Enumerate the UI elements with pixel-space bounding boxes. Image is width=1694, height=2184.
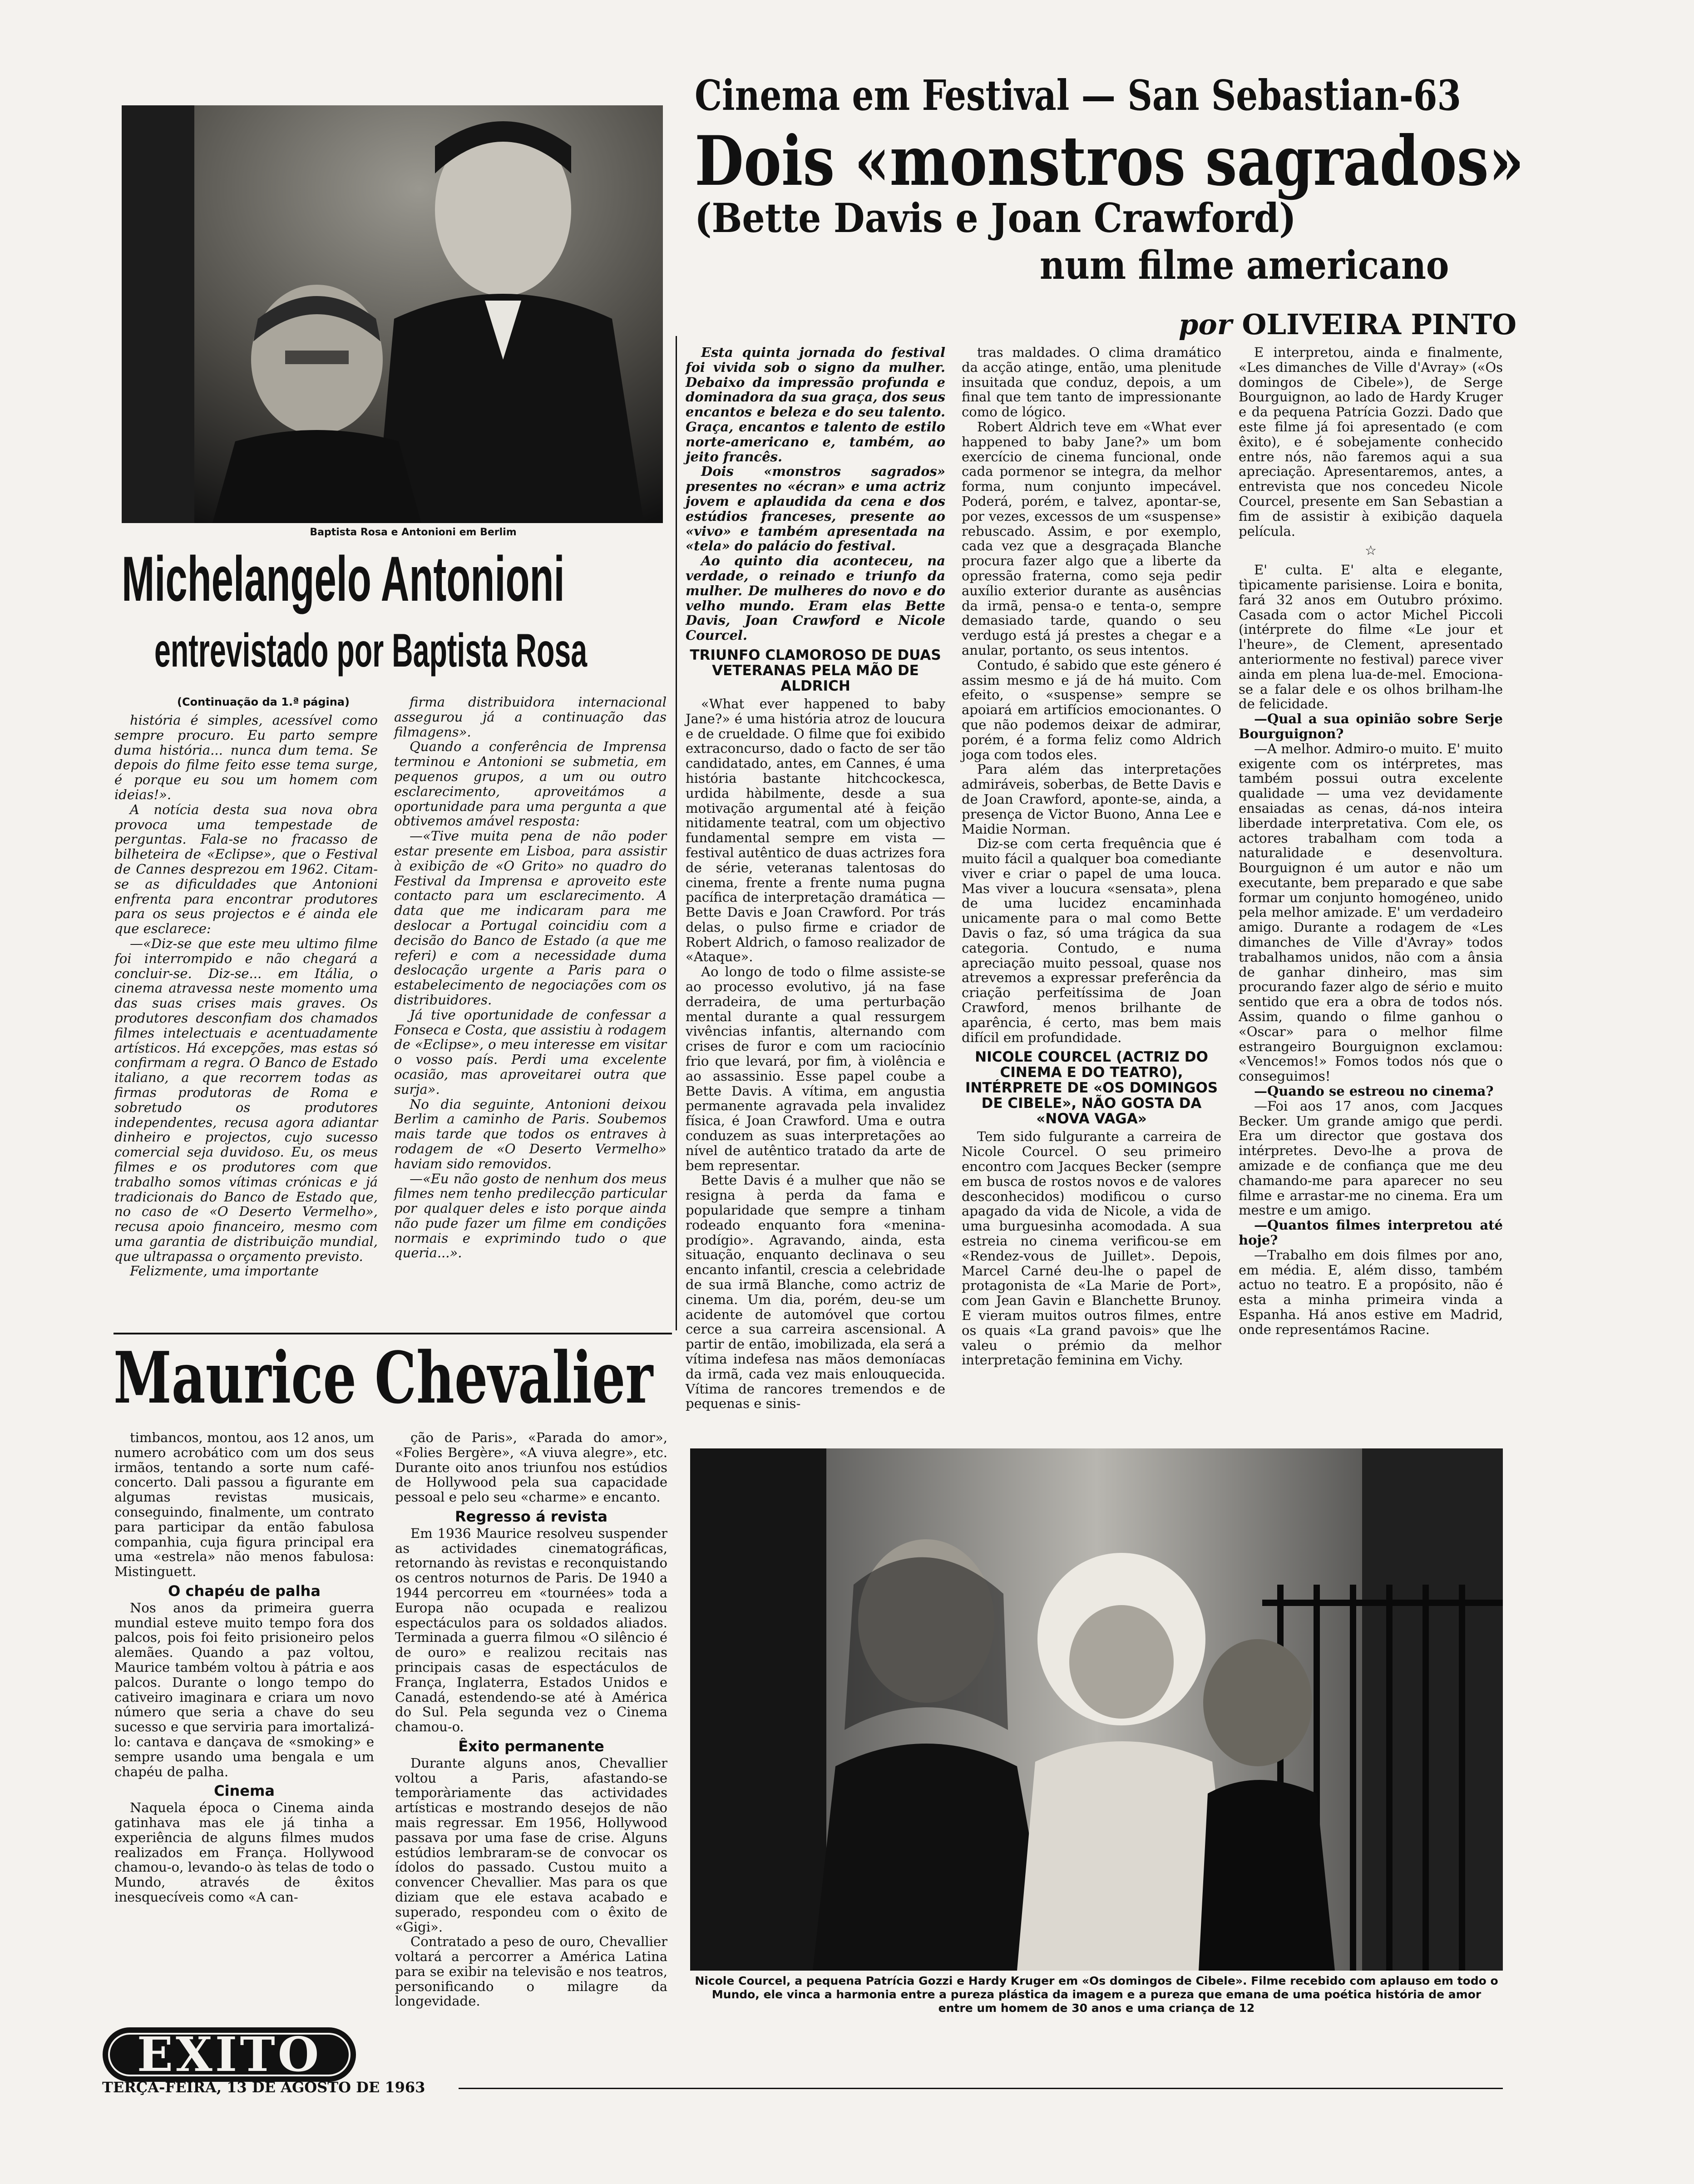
cinema-kicker-wrap xyxy=(695,68,1512,127)
photo-antonioni-berlin xyxy=(122,105,663,523)
antonioni-c1-p2: A notícia desta sua nova obra provoca uma tempestade de perguntas. Fala-se no fracasso de bilheteira de «Eclipse», que o Festival de Cannes desprezou em 1962. Citam-se as dificuldades que Antonioni enfrenta para encontrar produtores para os seus projectos e é ainda ele que esclarece: xyxy=(114,801,378,937)
photo-cibele-caption: Nicole Courcel, a pequena Patrícia Gozzi e Hardy Kruger em «Os domingos de Cibele». Filme recebido com aplauso em todo o Mundo, ele vinca a harmonia entre a pureza plástica da imagem e a pureza que emana de uma poética história de amor entre um homem de 30 anos e uma criança de 12 xyxy=(695,1974,1498,2015)
cinema-c2-p4: Para além das interpretações admiráveis, soberbas, de Bette Davis e de Joan Crawford, aponte-se, ainda, a presença de Victor Buono, Anna Lee e Maidie Norman. xyxy=(962,761,1221,837)
cinema-c3-a3: —Trabalho em dois filmes por ano, em média. E, além disso, também actuo no teatro. E a propósito, não é esta a minha primeira vinda a Espanha. Há anos estive em Madrid, onde representámos Racine. xyxy=(1239,1247,1503,1337)
cinema-title: Dois «monstros sagrados» xyxy=(695,121,1524,201)
cinema-c2-p1: tras maldades. O clima dramático da acção atinge, então, uma plenitude insuitada que conduz, depois, a um final que tem tanto de impressionante como de lógico. xyxy=(962,345,1221,420)
antonioni-c2-p5: No dia seguinte, Antonioni deixou Berlim a caminho de Paris. Soubemos mais tarde que todos os entraves à rodagem de «O Deserto Vermelho» haviam sido removidos. xyxy=(394,1096,667,1171)
cinema-intro xyxy=(686,345,945,643)
chevalier-c1-p1: timbancos, montou, aos 12 anos, um numero acrobático com um dos seus irmãos, tentando a sorte num café-concerto. Dali passou a figurante em algumas revistas musicais, conseguindo, finalmente, um contrato para participar da então fabulosa companhia, cuja figura principal era uma «estrela» não menos fabulosa: Mistinguett. xyxy=(114,1430,374,1580)
cinema-c1-p3: Bette Davis é a mulher que não se resigna à perda da fama e popularidade que sempre a tinham rodeado enquanto fora «menina-prodígio». Agravando, ainda, esta situação, enquanto declinava o seu encanto infantil, crescia a celebridade de sua irmã Blanche, como actriz de cinema. Um dia, porém, deu-se um acidente de automóvel que cortou cerce a sua carreira ascensional. A partir de então, imobilizada, ela será a vítima indefesa nas mãos demoníacas da irmã, cada vez mais enlouquecida. Vítima de rancores tremendos e de pequenas e sinis- xyxy=(686,1172,945,1412)
footer-date: TERÇA-FEIRA, 13 DE AGOSTO DE 1963 xyxy=(102,2079,425,2096)
exito-logo xyxy=(100,2023,359,2086)
antonioni-headline: Michelangelo Antonioni xyxy=(122,543,565,614)
cinema-c3-a1: —A melhor. Admiro-o muito. E' muito exigente com os intérpretes, mas também possui outra excelente qualidade — uma vez devidamente ensaiadas as cenas, dá-nos inteira liberdade interpretativa. Com ele, os actores trabalham com toda a naturalidade e desenvoltura. Bourguignon é um autor e não um executante, bem preparado e que sabe formar um conjunto homogéneo, unido pela melhor amizade. E' um verdadeiro amigo. Durante a rodagem de «Les dimanches de Ville d'Avray» todos trabalhamos unidos, não com a ânsia de ganhar dinheiro, mas sim procurando fazer algo de sério e muito sentido que era a obra de todos nós. Assim, quando o filme ganhou o «Oscar» para o melhor filme estrangeiro Bourguignon exclamou: «Vencemos!» Fomos todos nós que o conseguimos! xyxy=(1239,741,1503,1084)
cinema-subtitle2-wrap xyxy=(1040,243,1526,293)
photo-domingos-cibele xyxy=(690,1448,1503,1971)
byline-por: por xyxy=(1179,308,1232,341)
cinema-byline xyxy=(1162,308,1516,341)
antonioni-continuation: (Continuação da 1.ª página) xyxy=(177,696,350,708)
antonioni-c2-p1: firma distribuidora internacional assegurou já a continuação das filmagens». xyxy=(394,694,667,740)
photo-antonioni-image xyxy=(122,105,663,523)
chevalier-subhead-cinema: Cinema xyxy=(214,1782,275,1800)
cinema-subtitle-wrap xyxy=(695,195,1367,245)
chevalier-c1-p3: Naquela época o Cinema ainda gatinhava mas ele já tinha a experiência de alguns filmes mudos realizados em França. Hollywood chamou-o, levando-o às telas de todo o Mundo, através de êxitos inesquecíveis como «A can- xyxy=(114,1800,374,1905)
chevalier-headline-wrap xyxy=(114,1336,672,1430)
cinema-intro-p2: Dois «monstros sagrados» presentes no «écran» e uma actriz jovem e aplaudida da cena e dos estúdios franceses, presente ao «vivo» e também apresentada na «tela» do palácio do festival. xyxy=(686,464,945,554)
chevalier-subhead-chapeu: O chapéu de palha xyxy=(168,1582,321,1600)
cinema-title-wrap xyxy=(695,121,1524,204)
cinema-subhead-triunfo: TRIUNFO CLAMOROSO DE DUAS VETERANAS PELA MÃO DE ALDRICH xyxy=(690,647,941,694)
antonioni-c1-p1: história é simples, acessível como sempre procuro. Eu parto sempre duma história... nunca dum tema. Se depois do filme feito esse tema surge, é porque eu sou um homem com ideias!». xyxy=(114,712,378,802)
cinema-subtitle2: num filme americano xyxy=(1040,242,1449,288)
cinema-c3-q3: —Quantos filmes interpretou até hoje? xyxy=(1239,1217,1503,1248)
cinema-subtitle: (Bette Davis e Joan Crawford) xyxy=(695,194,1296,242)
cinema-c2-p3: Contudo, é sabido que este género é assim mesmo e já de há muito. Com efeito, o «suspense» sempre se apoiará em artifícios emocionantes. O que não podemos deixar de admirar, porém, é a forma feliz como Aldrich joga com todos eles. xyxy=(962,657,1221,762)
cinema-column-3 xyxy=(1239,345,1503,1337)
cinema-c3-p1: E interpretou, ainda e finalmente, «Les dimanches de Ville d'Avray» («Os domingos de Cibele»), de Serge Bourguignon, ao lado de Hardy Kruger e da pequena Patrícia Gozzi. Dado que este filme já foi apresentado (e com êxito), e é sobejamente conhecido entre nós, não faremos aqui a sua apreciação. Apresentaremos, antes, a entrevista que nos concedeu Nicole Courcel, presente em San Sebastian a fim de assistir à exibição daquela película. xyxy=(1239,345,1503,539)
chevalier-subhead-regresso: Regresso á revista xyxy=(455,1507,607,1525)
cinema-c2-p5: Diz-se com certa frequência que é muito fácil a qualquer boa comediante viver e criar o papel de uma louca. Mas viver a loucura «sensata», plena de uma lucidez encaminhada unicamente para o mal como Bette Davis o faz, só uma trágica da sua categoria. Contudo, e numa apreciação muito pessoal, quase nos atrevemos a expressar preferência da criação perfeitíssima de Joan Crawford, menos brilhante de aparência, é certo, mas bem mais difícil em profundidade. xyxy=(962,836,1221,1045)
antonioni-c1-p4: Felizmente, uma importante xyxy=(130,1263,319,1279)
cinema-c2-p2: Robert Aldrich teve em «What ever happened to baby Jane?» um bom exercício de cinema funcional, onde cada pormenor se integra, da melhor forma, num conjunto impecável. Poderá, porém, e talvez, apontar-se, por vezes, excessos de um «suspense» rebuscado. Assim, e por exemplo, cada vez que a desgraçada Blanche procura fazer algo que a liberte da opressão fraterna, como seja pedir auxílio exterior durante as ausências da irmã, pensa-o e tenta-o, sempre demasiado tarde, quando o seu verdugo está já prestes a chegar e a anular, portanto, os seus intentos. xyxy=(962,419,1221,658)
antonioni-column-1 xyxy=(114,713,378,1326)
cinema-c1-p2: Ao longo de todo o filme assiste-se ao processo evolutivo, já na fase derradeira, de uma perturbação mental durante a qual ressurgem vivências infantis, alternando com crises de furor e com um raciocínio frio que levará, por fim, à violência e ao assassinio. Esse papel coube a Bette Davis. A vítima, em angustia permanente agravada pela invalidez física, é Joan Crawford. Uma e outra conduzem as suas interpretações ao nível de autêntico tratado da arte de bem representar. xyxy=(686,964,945,1173)
antonioni-subhead-wrap xyxy=(154,624,667,679)
chevalier-c2-p4: Contratado a peso de ouro, Chevallier voltará a percorrer a América Latina para se exibir na televisão e nos teatros, personificando o milagre da longevidade. xyxy=(395,1934,667,2009)
antonioni-c2-p6: —«Eu não gosto de nenhum dos meus filmes nem tenho predilecção particular por qualquer deles e isto porque ainda não pude fazer um filme em condições normais e exprimindo tudo o que queria...». xyxy=(394,1171,667,1261)
cinema-c1-p1: «What ever happened to baby Jane?» é uma história atroz de loucura e de crueldade. O filme que foi exibido extraconcurso, dado o facto de ser tão candidatado, antes, em Cannes, é uma história bastante hitchcockesca, urdida hàbilmente, desde a sua motivação argumental até à feição nitidamente teatral, com um objectivo fundamental sempre em vista — festival autêntico de duas actrizes fora de série, veteranas talentosas do cinema, frente a frente numa pugna pacífica de interpretação dramática — Bette Davis e Joan Crawford. Por trás delas, o pulso firme e criador de Robert Aldrich, o famoso realizador de «Ataque». xyxy=(686,696,945,965)
chevalier-column-1 xyxy=(114,1430,374,2016)
footer-rule xyxy=(459,2088,1503,2089)
chevalier-c1-p2: Nos anos da primeira guerra mundial esteve muito tempo fora dos palcos, pois foi feito prisioneiro pelos alemães. Quando a paz voltou, Maurice também voltou à pátria e aos palcos. Durante o longo tempo do cativeiro imaginara e criara um novo número que seria a chave do seu sucesso e que serviria para imortalizá-lo: cantava e dançava de «smoking» e sempre usando uma bengala e um chapéu de palha. xyxy=(114,1600,374,1779)
antonioni-column-2 xyxy=(394,695,667,1326)
chevalier-headline: Maurice Chevalier xyxy=(114,1336,653,1419)
chevalier-column-2 xyxy=(395,1430,667,2184)
photo-antonioni-caption: Baptista Rosa e Antonioni em Berlim xyxy=(310,527,517,538)
cinema-c3-q1: —Qual a sua opinião sobre Serje Bourguignon? xyxy=(1239,711,1503,741)
antonioni-c2-p2: Quando a conferência de Imprensa terminou e Antonioni se submetia, em pequenos grupos, a um ou outro esclarecimento, aproveitámos a oportunidade para uma pergunta a que obtivemos amável resposta: xyxy=(394,739,667,829)
cinema-c3-a2: —Foi aos 17 anos, com Jacques Becker. Um grande amigo que perdi. Era um director que gostava dos intérpretes. Devo-lhe a prova de amizade e de confiança que me deu chamando-me para aparecer no seu filme e arrastar-me no cinema. Era um mestre e um amigo. xyxy=(1239,1098,1503,1218)
cinema-subhead-nicole: NICOLE COURCEL (ACTRIZ DO CINEMA E DO TEATRO), INTÉRPRETE DE «OS DOMINGOS DE CIBELE», NÃO GOSTA DA «NOVA VAGA» xyxy=(965,1049,1218,1127)
antonioni-c1-p3: —«Diz-se que este meu ultimo filme foi interrompido e não chegará a concluir-se. Diz-se... em Itália, o cinema atravessa neste momento uma das suas crises mais graves. Os produtores desconfiam dos chamados filmes intelectuais e acentuadamente artísticos. Há excepções, mas estas só confirmam a regra. O Banco de Estado italiano, a que recorrem todas as firmas produtoras de Roma e sobretudo os produtores independentes, recusa agora adiantar dinheiro e projectos, cujo sucesso comercial seja duvidoso. Eu, os meus filmes e os produtores com que trabalho somos vítimas crónicas e já tradicionais do Banco de Estado que, no caso de «O Deserto Vermelho», recusa apoio financeiro, mesmo com uma garantia de distribuição mundial, que ultrapassa o orçamento previsto. xyxy=(114,935,378,1264)
chevalier-c2-p2: Em 1936 Maurice resolveu suspender as actividades cinematográficas, retornando às revistas e reconquistando os centros noturnos de Paris. De 1940 a 1944 percorreu em «tournées» toda a Europa não ocupada e realizou espectáculos para os soldados aliados. Terminada a guerra filmou «O silêncio é de ouro» e realizou recitais nas principais casas de espectáculos de França, Inglaterra, Estados Unidos e Canadá, estendendo-se até à América do Sul. Pela segunda vez o Cinema chamou-o. xyxy=(395,1525,667,1735)
antonioni-headline-wrap xyxy=(122,543,667,624)
cinema-intro-p1: Esta quinta jornada do festival foi vivida sob o signo da mulher. Debaixo da impressão profunda e dominadora da sua graça, dos seus encantos e beleza e do seu talento. Graça, encantos e talento de estilo norte-americano e, também, ao jeito francês. xyxy=(686,345,945,464)
antonioni-subhead: entrevistado por Baptista Rosa xyxy=(154,624,588,677)
cinema-c2-p6: Tem sido fulgurante a carreira de Nicole Courcel. O seu primeiro encontro com Jacques Becker (sempre em busca de rostos novos e de valores desconhecidos) modificou o curso apagado da vida de Nicole, a vida de uma burguesinha acomodada. A sua estreia no cinema verificou-se em «Rendez-vous de Juillet». Depois, Marcel Carné deu-lhe o papel de protagonista de «La Marie de Port», com Jean Gavin e Blanchette Brunoy. E vieram muitos outros filmes, entre os quais «La grand pavois» que lhe valeu o prémio da melhor interpretação feminina em Vichy. xyxy=(962,1129,1221,1368)
chevalier-c2-p3: Durante alguns anos, Chevallier voltou a Paris, afastando-se temporàriamente das actividades artísticas e mostrando desejos de não mais regressar. Em 1956, Hollywood passava por uma fase de crise. Alguns estúdios lembraram-se de convocar os ídolos do passado. Custou muito a convencer Chevallier. Mas para os que diziam que ele estava acabado e superado, respondeu com o êxito de «Gigi». xyxy=(395,1755,667,1935)
antonioni-c2-p4: Já tive oportunidade de confessar a Fonseca e Costa, que assistiu à rodagem de «Eclipse», o meu interesse em visitar o vosso país. Perdi uma excelente ocasião, mas aproveitarei outra que surja». xyxy=(394,1007,667,1097)
cinema-c3-q2: —Quando se estreou no cinema? xyxy=(1254,1083,1494,1099)
photo-cibele-image xyxy=(690,1448,1503,1971)
cinema-column-1 xyxy=(686,345,945,1412)
cinema-c3-p2: E' culta. E' alta e elegante, tìpicamente parisiense. Loira e bonita, fará 32 anos em Outubro próximo. Casada com o actor Michel Piccoli (intérprete do filme «Le jour et l'heure», de Clement, apresentado anteriormente no festival) parece viver ainda em plena lua-de-mel. Emociona-se a falar dele e os olhos brilham-lhe de felicidade. xyxy=(1239,562,1503,712)
antonioni-c2-p3: —«Tive muita pena de não poder estar presente em Lisboa, para assistir à exibição de «O Grito» no quadro do Festival da Imprensa e aproveito este contacto para um esclarecimento. A data que me indicaram para me deslocar a Portugal coincidiu com a decisão do Banco de Estado (a que me referi) e com a necessidade duma deslocação urgente a Paris para o estabelecimento de negociações com os distribuidores. xyxy=(394,828,667,1008)
chevalier-c2-p1: ção de Paris», «Parada do amor», «Folies Bergère», «A viuva alegre», etc. Durante oito anos triunfou nos estúdios de Hollywood pela sua capacidade pessoal e pelo seu «charme» e encanto. xyxy=(395,1430,667,1505)
byline-author: OLIVEIRA PINTO xyxy=(1242,308,1516,341)
divider-vertical xyxy=(676,336,677,1330)
cinema-column-2 xyxy=(962,345,1221,1368)
divider-antonioni-chevalier xyxy=(114,1333,672,1334)
exito-logo-text: EXITO xyxy=(137,2026,322,2082)
cinema-kicker: Cinema em Festival — San Sebastian-63 xyxy=(695,71,1461,120)
cinema-intro-p3: Ao quinto dia aconteceu, na verdade, o reinado e triunfo da mulher. De mulheres do novo e do velho mundo. Eram elas Bette Davis, Joan Crawford e Nicole Courcel. xyxy=(686,553,945,643)
cinema-c3-star: ☆ xyxy=(1365,543,1377,558)
chevalier-subhead-exito: Êxito permanente xyxy=(458,1737,604,1755)
